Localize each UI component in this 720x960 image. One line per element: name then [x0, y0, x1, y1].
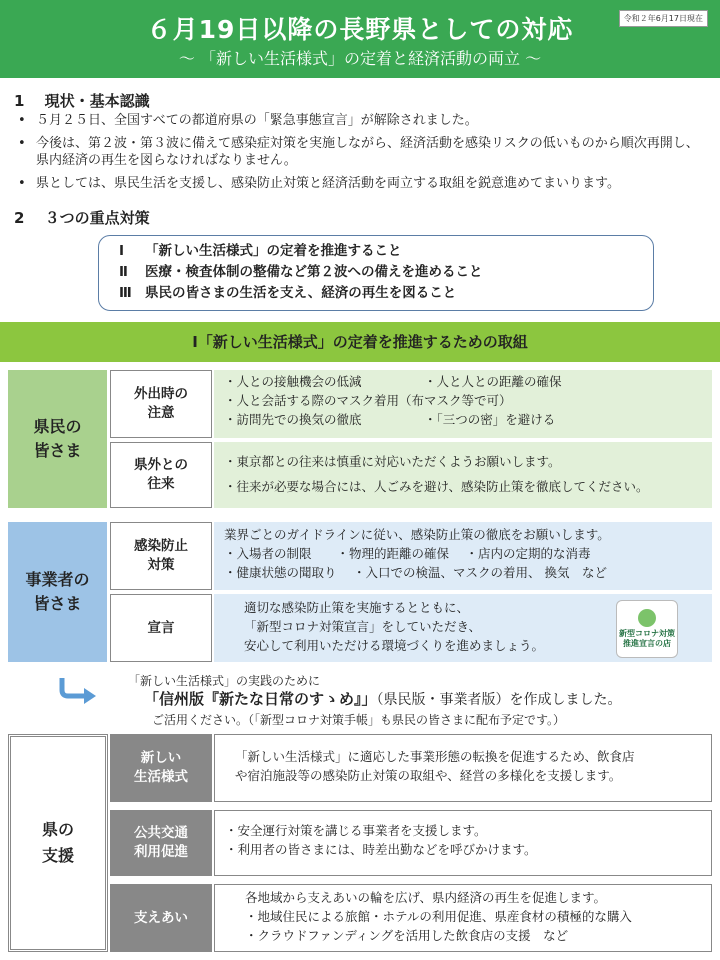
focus-item: [119, 241, 653, 262]
support-text: ・安全運行対策を講じる事業者を支援します。: [225, 823, 487, 838]
notice-main: [144, 688, 622, 709]
focus-measures-box: [98, 235, 654, 311]
outing-row: [224, 410, 702, 429]
prevention-content: [214, 522, 712, 590]
support-text: 各地域から支えあいの輪を広げ、県内経済の再生を促進します。: [245, 890, 607, 905]
outing-text: ・「三つの密」を避ける: [424, 412, 556, 427]
curved-arrow-icon: [58, 676, 98, 704]
travel-content: [214, 442, 712, 508]
support-new-lifestyle-content: [214, 734, 712, 802]
outing-row: [224, 391, 702, 410]
travel-label: 県外との 往来: [110, 442, 212, 508]
notice-guide-title: 「信州版『新たな日常のすゝめ』」: [144, 690, 377, 708]
outing-content: [214, 370, 712, 438]
outing-text: ・人と会話する際のマスク着用（布マスク等で可）: [224, 393, 512, 408]
prevention-text: 業界ごとのガイドラインに従い、感染防止策の徹底をお願いします。: [224, 527, 610, 542]
badge-circle-icon: [638, 609, 656, 627]
declaration-label: 宣言: [110, 594, 212, 662]
badge-text: 新型コロナ対策: [619, 629, 675, 638]
focus-item: [119, 283, 653, 304]
business-category: 事業者の 皆さま: [8, 522, 107, 662]
support-text: や宿泊施設等の感染防止対策の取組や、経営の多様化を支援します。: [235, 768, 622, 783]
focus-item-text: 県民の皆さまの生活を支え、経済の再生を図ること: [145, 285, 457, 301]
section1-heading: 1 現状・基本認識: [14, 92, 150, 110]
declaration-text: 「新型コロナ対策宣言」をしていただき、: [244, 619, 482, 634]
support-text: 「新しい生活様式」に適応した事業形態の転換を促進するため、飲食店: [235, 749, 635, 764]
travel-text: ・東京都との往来は慎重に対応いただくようお願いします。: [224, 454, 561, 469]
support-mutual-label: 支えあい: [110, 884, 212, 952]
focus-item-text: 医療・検査体制の整備など第２波への備えを進めること: [145, 264, 483, 280]
focus-item-num: Ⅲ: [119, 285, 132, 301]
travel-text: ・往来が必要な場合には、人ごみを避け、感染防止策を徹底してください。: [224, 479, 649, 494]
notice-main-rest: （県民版・事業者版）を作成しました。: [376, 692, 622, 708]
support-category: 県の 支援: [8, 734, 108, 952]
declaration-badge-logo: [616, 600, 678, 658]
section1-bullet: • ５月２５日、全国すべての都道府県の「緊急事態宣言」が解除されました。: [14, 112, 708, 129]
support-transit-label: 公共交通 利用促進: [110, 810, 212, 876]
support-text: ・利用者の皆さまには、時差出勤などを呼びかけます。: [225, 842, 537, 857]
header-banner: [0, 0, 720, 78]
declaration-text: 適切な感染防止策を実施するとともに、: [244, 600, 470, 615]
prevention-label: 感染防止 対策: [110, 522, 212, 590]
outing-text: ・人との接触機会の低減: [224, 374, 362, 389]
badge-text: 推進宣言の店: [623, 639, 671, 648]
outing-text: ・人と人との距離の確保: [424, 374, 562, 389]
section1-bullet: • 県としては、県民生活を支援し、感染防止対策と経済活動を両立する取組を鋭意進めてまいります。: [14, 175, 708, 192]
initiatives-band: Ⅰ「新しい生活様式」の定着を推進するための取組: [0, 322, 720, 362]
notice-note: ご活用ください。（「新型コロナ対策手帳」も県民の皆さまに配布予定です。）: [152, 713, 566, 727]
date-stamp: 令和２年6月17日現在: [619, 10, 708, 27]
section2-heading: 2 ３つの重点対策: [14, 209, 150, 227]
prevention-text: ・健康状態の聞取り ・入口での検温、マスクの着用、 換気 など: [224, 565, 607, 580]
section1-bullet: • 今後は、第２波・第３波に備えて感染症対策を実施しながら、経済活動を感染リスクの低いものから順次再開し、県内経済の再生を図らなければなりません。: [14, 135, 708, 169]
prevention-text: ・入場者の制限 ・物理的距離の確保 ・店内の定期的な消毒: [224, 546, 591, 561]
declaration-text: 安心して利用いただける環境づくりを進めましょう。: [244, 638, 545, 653]
outing-label: 外出時の 注意: [110, 370, 212, 438]
support-text: ・地域住民による旅館・ホテルの利用促進、県産食材の積極的な購入: [245, 909, 632, 924]
outing-text: ・訪問先での換気の徹底: [224, 412, 362, 427]
outing-row: [224, 372, 702, 391]
support-text: ・クラウドファンディングを活用した飲食店の支援 など: [245, 928, 569, 943]
focus-item-num: Ⅱ: [119, 264, 128, 280]
focus-item-text: 「新しい生活様式」の定着を推進すること: [145, 243, 402, 259]
section1-bullets: [14, 112, 708, 198]
page-subtitle: ～ 「新しい生活様式」の定着と経済活動の両立 ～: [178, 49, 542, 68]
residents-category: 県民の 皆さま: [8, 370, 107, 508]
focus-item: [119, 262, 653, 283]
notice-small: 「新しい生活様式」の実践のために: [128, 674, 321, 688]
page-title: ６月19日以降の長野県としての対応: [146, 15, 574, 44]
support-transit-content: [214, 810, 712, 876]
focus-item-num: Ⅰ: [119, 243, 125, 259]
support-mutual-content: [214, 884, 712, 952]
support-new-lifestyle-label: 新しい 生活様式: [110, 734, 212, 802]
